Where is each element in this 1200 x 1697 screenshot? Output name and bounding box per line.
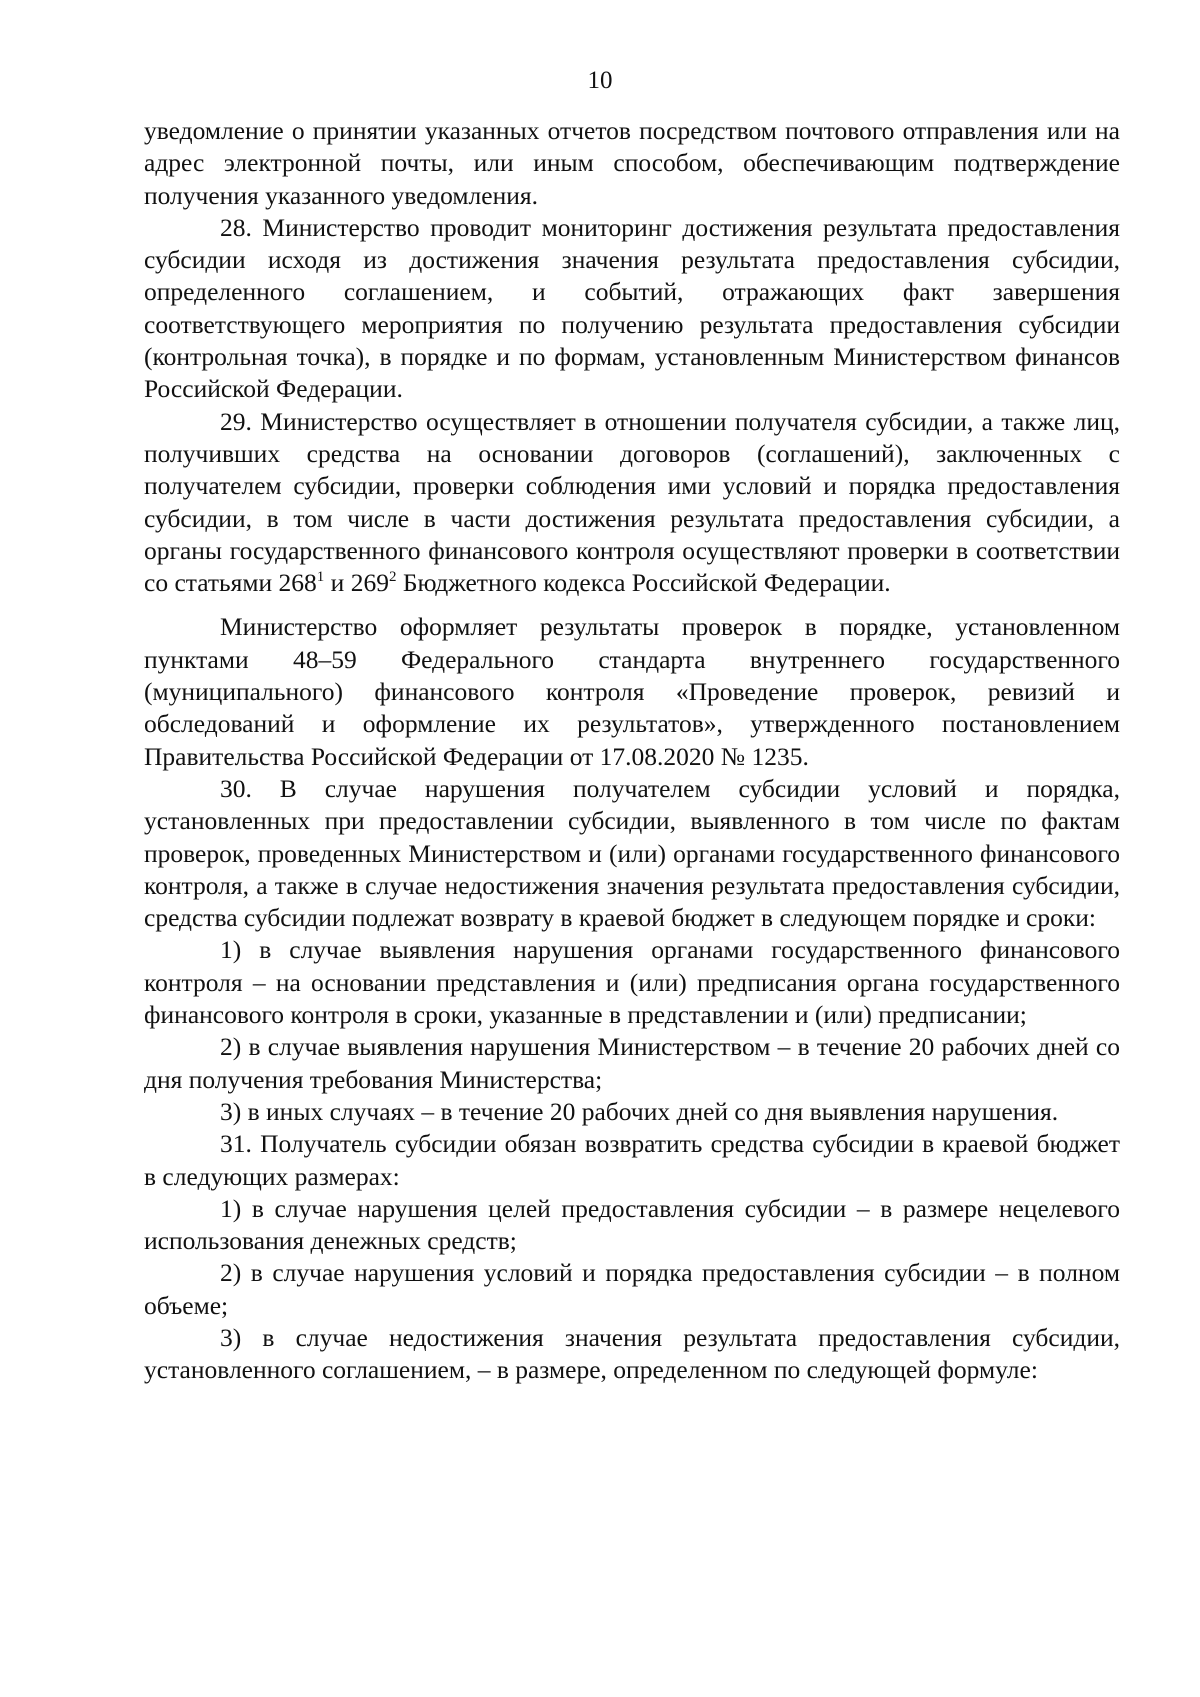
document-body: [144, 115, 1120, 1387]
footnote-superscript: 1: [316, 568, 325, 585]
footnote-superscript: 2: [388, 568, 397, 585]
paragraph-31-item-1: 1) в случае нарушения целей предоставления субсидии – в размере нецелевого использования денежных средств;: [144, 1193, 1120, 1256]
paragraph-29-text-c: Бюджетного кодекса Российской Федерации.: [396, 568, 891, 598]
paragraph-29: [144, 406, 1120, 600]
paragraph-31-item-3: 3) в случае недостижения значения результата предоставления субсидии, установленного соглашением, – в размере, определенном по следующей формуле:: [144, 1322, 1120, 1385]
paragraph-30-item-3: 3) в иных случаях – в течение 20 рабочих дней со дня выявления нарушения.: [220, 1096, 1059, 1126]
paragraph-29-text-a: 29. Министерство осуществляет в отношении получателя субсидии, а также лиц, получивших средства на основании договоров (соглашений), заключенных с получателем субсидии, проверки соблюдения ими условий и порядка предоставления субсидии, в том числе в части достижения результата предоставления субсидии, а органы государственного финансового контроля осуществляют проверки в соответствии со статьями 268: [144, 406, 1120, 598]
paragraph-31: 31. Получатель субсидии обязан возвратить средства субсидии в краевой бюджет в следующих размерах:: [144, 1129, 1120, 1191]
paragraph-30-item-1: 1) в случае выявления нарушения органами государственного финансового контроля – на основании представления и (или) предписания органа государственного финансового контроля в сроки, указанные в представлении и (или) предписании;: [144, 935, 1120, 1030]
paragraph-continuation: уведомление о принятии указанных отчетов посредством почтового отправления или на адрес электронной почты, или иным способом, обеспечивающим подтверждение получения указанного уведомления.: [144, 116, 1120, 210]
paragraph-30: 30. В случае нарушения получателем субсидии условий и порядка, установленных при предоставлении субсидии, выявленного в том числе по фактам проверок, проведенных Министерством и (или) органами государственного финансового контроля, а также в случае недостижения значения результата предоставления субсидии, средства субсидии подлежат возврату в краевой бюджет в следующем порядке и сроки:: [144, 773, 1120, 933]
paragraph-31-item-2: 2) в случае нарушения условий и порядка предоставления субсидии – в полном объеме;: [144, 1258, 1120, 1320]
paragraph-28: 28. Министерство проводит мониторинг достижения результата предоставления субсидии исходя из достижения значения результата предоставления субсидии, определенного соглашением, и событий, отражающих факт завершения соответствующего мероприятия по получению результата предоставления субсидии (контрольная точка), в порядке и по формам, установленным Министерством финансов Российской Федерации.: [144, 212, 1120, 404]
page-number: 10: [587, 67, 613, 94]
paragraph-29-inspections: Министерство оформляет результаты проверок в порядке, установленном пунктами 48–59 Федерального стандарта внутреннего государственного (муниципального) финансового контроля «Проведение проверок, ревизий и обследований и оформление их результатов», утвержденного постановлением Правительства Российской Федерации от 17.08.2020 № 1235.: [144, 612, 1120, 771]
paragraph-29-text-b: и 269: [324, 568, 389, 598]
paragraph-30-item-2: 2) в случае выявления нарушения Министерством – в течение 20 рабочих дней со дня получения требования Министерства;: [144, 1032, 1120, 1094]
